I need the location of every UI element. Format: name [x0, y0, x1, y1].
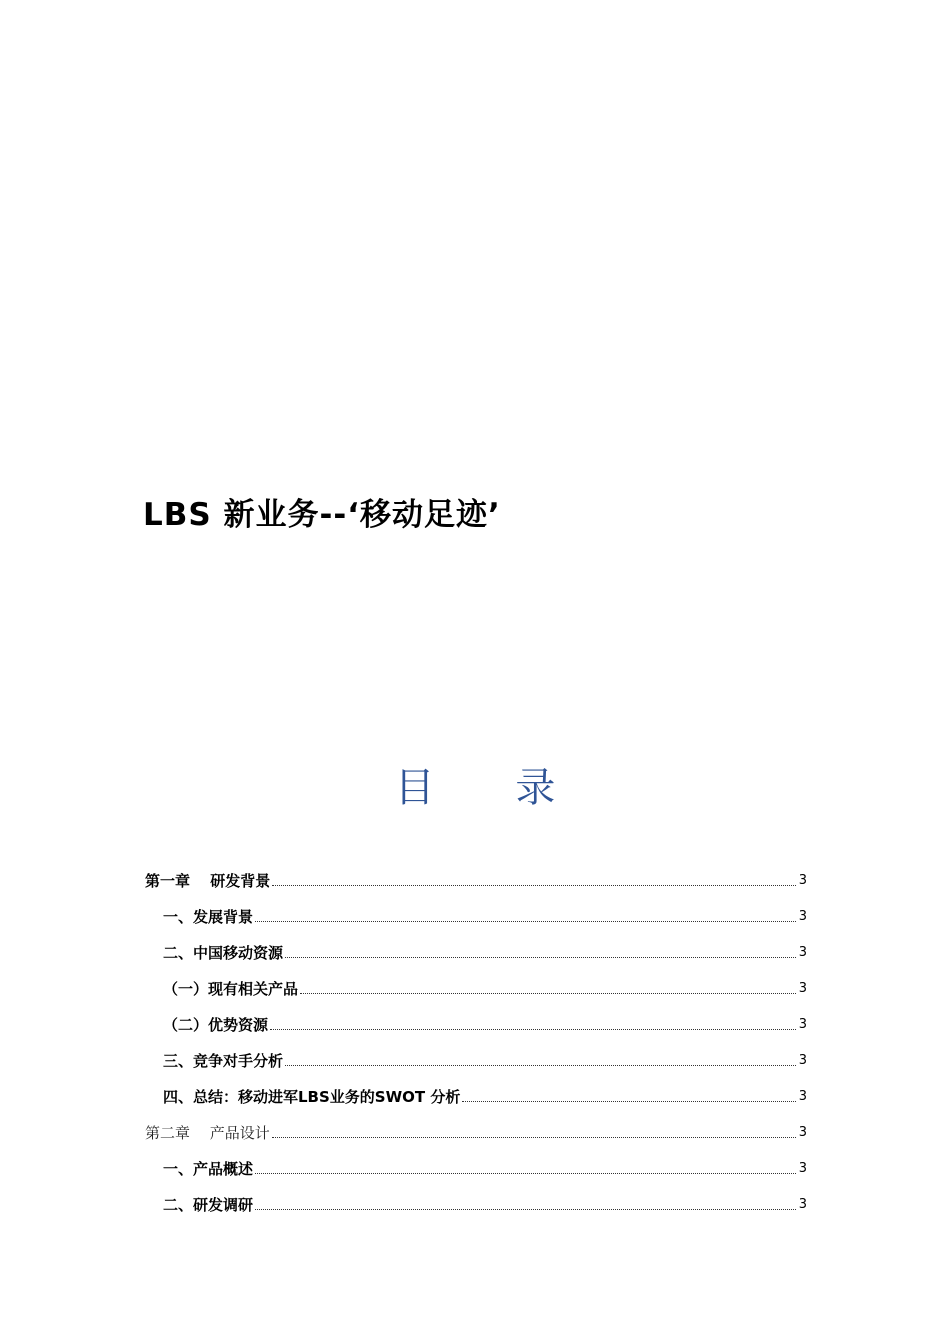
toc-entry-label: （二）优势资源 [163, 1016, 269, 1034]
toc-entry[interactable] [163, 1006, 807, 1036]
toc-dot-leader [255, 921, 796, 922]
toc-dot-leader [255, 1173, 796, 1174]
toc-entry-page-number: 3 [798, 1053, 807, 1068]
toc-entry-label: 二、中国移动资源 [163, 944, 284, 962]
toc-entry[interactable] [145, 862, 807, 892]
toc-entry-page-number: 3 [798, 873, 807, 888]
toc-entry-page-number: 3 [798, 981, 807, 996]
toc-entry[interactable] [145, 1114, 807, 1144]
toc-entry[interactable] [163, 934, 807, 964]
toc-entry-label: 第二章 产品设计 [145, 1124, 270, 1142]
toc-dot-leader [272, 1137, 796, 1138]
toc-entry[interactable] [163, 898, 807, 928]
toc-entry-label: 二、研发调研 [163, 1196, 254, 1214]
toc-entry-page-number: 3 [798, 1197, 807, 1212]
toc-dot-leader [285, 1065, 796, 1066]
toc-entry-label: 四、总结：移动进军LBS业务的SWOT 分析 [163, 1088, 461, 1106]
toc-entry-page-number: 3 [798, 1017, 807, 1032]
toc-dot-leader [285, 957, 796, 958]
toc-entry[interactable] [163, 970, 807, 1000]
toc-dot-leader [300, 993, 796, 994]
toc-entry-label: （一）现有相关产品 [163, 980, 299, 998]
toc-dot-leader [255, 1209, 796, 1210]
toc-entry[interactable] [163, 1150, 807, 1180]
toc-entry-page-number: 3 [798, 1161, 807, 1176]
toc-entry-label: 一、发展背景 [163, 908, 254, 926]
toc-entry[interactable] [163, 1078, 807, 1108]
toc-dot-leader [462, 1101, 795, 1102]
toc-entry-page-number: 3 [798, 909, 807, 924]
toc-dot-leader [272, 885, 795, 886]
toc-entry-page-number: 3 [798, 945, 807, 960]
toc-entry-page-number: 3 [798, 1089, 807, 1104]
toc-entry-label: 第一章 研发背景 [145, 872, 271, 890]
toc-entry-label: 三、竞争对手分析 [163, 1052, 284, 1070]
toc-dot-leader [270, 1029, 796, 1030]
toc-entry[interactable] [163, 1186, 807, 1216]
document-title: LBS 新业务--‘移动足迹’ [143, 497, 501, 533]
toc-entry[interactable] [163, 1042, 807, 1072]
toc-entry-label: 一、产品概述 [163, 1160, 254, 1178]
toc-heading: 目 录 [394, 765, 590, 811]
toc-entry-page-number: 3 [798, 1125, 807, 1140]
